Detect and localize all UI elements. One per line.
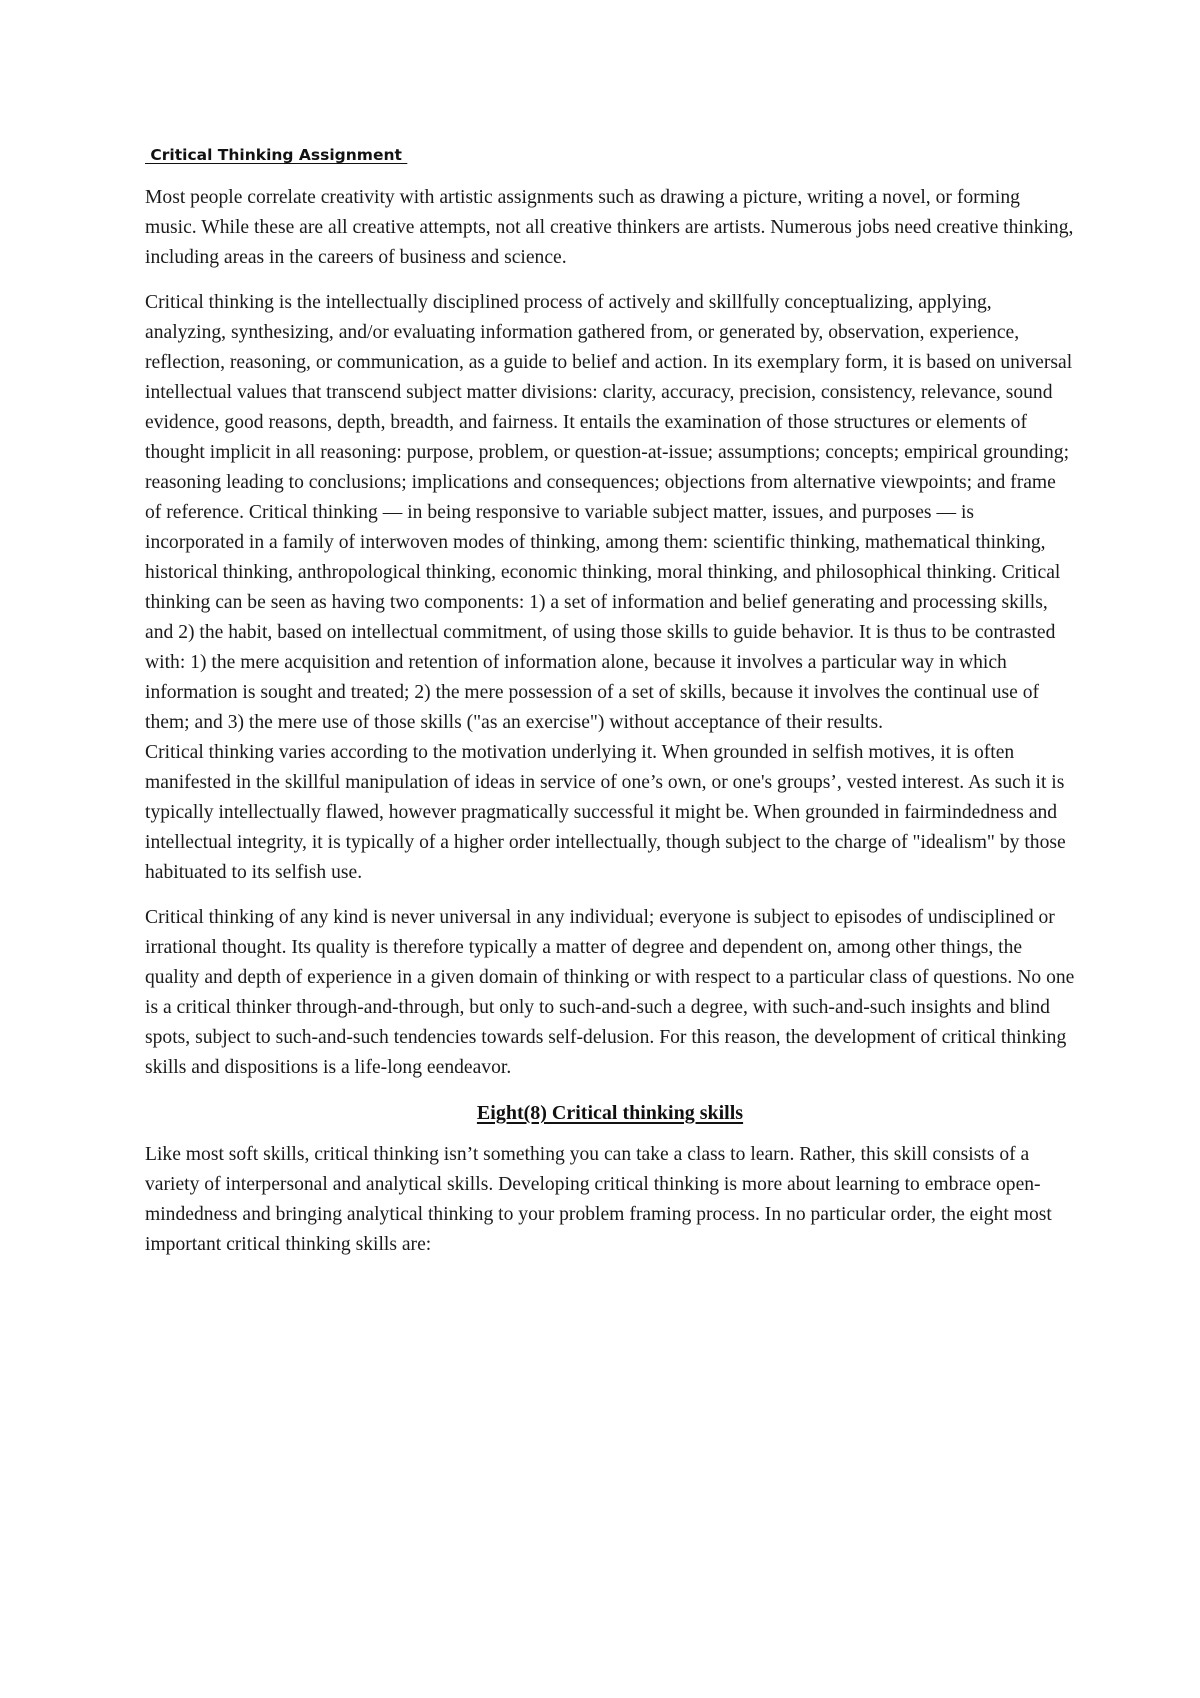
motivation-paragraph: Critical thinking varies according to the motivation underlying it. When grounded in selfish motives, it is often manifested in the skillful manipulation of ideas in service of one’s own, or one's groups’, vested interest. As such it is typically intellectually flawed, however pragmatically successful it might be. When grounded in fairmindedness and intellectual integrity, it is typically of a higher order intellectually, though subject to the charge of "idealism" by those habituated to its selfish use.: [145, 742, 1066, 883]
skills-paragraph: Like most soft skills, critical thinking isn’t something you can take a class to learn. Rather, this skill consists of a variety of interpersonal and analytical skills. Developing critical thinking is more about learning to embrace open-mindedness and bringing analytical thinking to your problem framing process. In no particular order, the eight most important critical thinking skills are:: [145, 1144, 1052, 1255]
universality-paragraph: Critical thinking of any kind is never universal in any individual; everyone is subject to episodes of undisciplined or irrational thought. Its quality is therefore typically a matter of degree and dependent on, among other things, the quality and depth of experience in a given domain of thinking or with respect to a particular class of questions. No one is a critical thinker through-and-through, but only to such-and-such a degree, with such-and-such insights and blind spots, subject to such-and-such tendencies towards self-delusion. For this reason, the development of critical thinking skills and dispositions is a life-long eendeavor.: [145, 907, 1075, 1078]
skills-heading: Eight(8) Critical thinking skills: [476, 1102, 744, 1124]
document-title: Critical Thinking Assignment: [145, 146, 408, 164]
intro-paragraph: Most people correlate creativity with artistic assignments such as drawing a picture, writing a novel, or forming music. While these are all creative attempts, not all creative thinkers are artists. Numerous jobs need creative thinking, including areas in the careers of business and science.: [145, 187, 1074, 268]
definition-paragraph: Critical thinking is the intellectually disciplined process of actively and skillfully conceptualizing, applying, analyzing, synthesizing, and/or evaluating information gathered from, or generated by, observation, experience, reflection, reasoning, or communication, as a guide to belief and action. In its exemplary form, it is based on universal intellectual values that transcend subject matter divisions: clarity, accuracy, precision, consistency, relevance, sound evidence, good reasons, depth, breadth, and fairness. It entails the examination of those structures or elements of thought implicit in all reasoning: purpose, problem, or question-at-issue; assumptions; concepts; empirical grounding; reasoning leading to conclusions; implications and consequences; objections from alternative viewpoints; and frame of reference. Critical thinking — in being responsive to variable subject matter, issues, and purposes — is incorporated in a family of interwoven modes of thinking, among them: scientific thinking, mathematical thinking, historical thinking, anthropological thinking, economic thinking, moral thinking, and philosophical thinking. Critical thinking can be seen as having two components: 1) a set of information and belief generating and processing skills, and 2) the habit, based on intellectual commitment, of using those skills to guide behavior. It is thus to be contrasted with: 1) the mere acquisition and retention of information alone, because it involves a particular way in which information is sought and treated; 2) the mere possession of a set of skills, because it involves the continual use of them; and 3) the mere use of those skills ("as an exercise") without acceptance of their results.: [145, 292, 1073, 733]
document-body: [145, 145, 1075, 1275]
